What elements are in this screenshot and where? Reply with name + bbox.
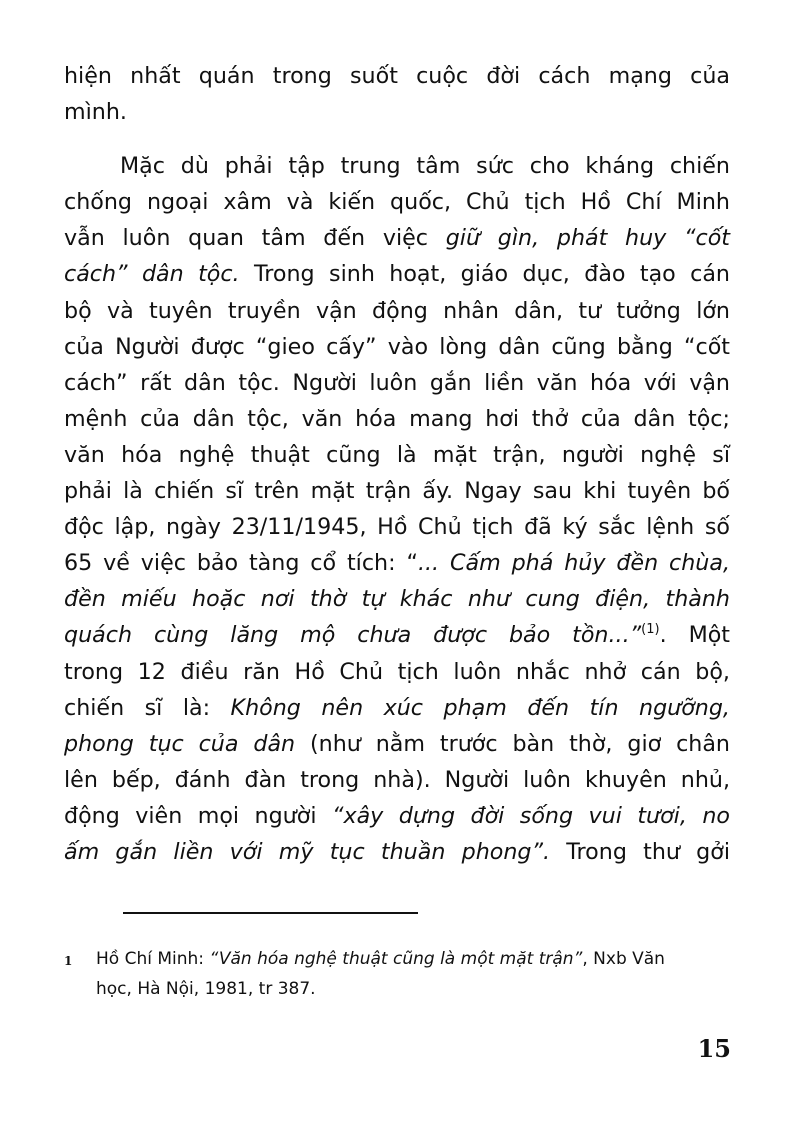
footnote-reference: (1) — [641, 622, 660, 638]
text-line: vẫn luôn quan tâm đến việc giữ gìn, phát huy “cốt — [64, 225, 730, 252]
text-line: chiến sĩ là: Không nên xúc phạm đến tín ngưỡng, — [64, 694, 730, 721]
footnote-marker: 1 — [64, 954, 73, 968]
text-line: ấm gắn liền với mỹ tục thuần phong”. Trong thư gởi — [64, 838, 730, 865]
text-line: mình. — [64, 99, 127, 126]
text-line: chống ngoại xâm và kiến quốc, Chủ tịch Hồ Chí Minh — [64, 189, 730, 216]
text-line: Mặc dù phải tập trung tâm sức cho kháng chiến — [120, 153, 730, 180]
footnote-line: Hồ Chí Minh: “Văn hóa nghệ thuật cũng là một mặt trận”, Nxb Văn — [96, 949, 665, 969]
text-line: mệnh của dân tộc, văn hóa mang hơi thở của dân tộc; — [64, 405, 730, 432]
footnote-line: học, Hà Nội, 1981, tr 387. — [96, 979, 316, 999]
footnote — [64, 944, 734, 1004]
text-line: 65 về việc bảo tàng cổ tích: “... Cấm phá hủy đền chùa, — [64, 550, 731, 577]
text-line: động viên mọi người “xây dựng đời sống vui tươi, no — [64, 802, 730, 829]
text-line: cách” rất dân tộc. Người luôn gắn liền văn hóa với vận — [64, 369, 730, 396]
text-line: độc lập, ngày 23/11/1945, Hồ Chủ tịch đã ký sắc lệnh số — [64, 514, 730, 541]
text-line: đền miếu hoặc nơi thờ tự khác như cung điện, thành — [64, 586, 730, 613]
text-line: hiện nhất quán trong suốt cuộc đời cách mạng của — [64, 63, 730, 89]
text-line: trong 12 điều răn Hồ Chủ tịch luôn nhắc nhở cán bộ, — [64, 658, 730, 685]
text-line: bộ và tuyên truyền vận động nhân dân, tư tưởng lớn — [64, 297, 730, 324]
text-line: phong tục của dân (như nằm trước bàn thờ, giơ chân — [64, 730, 730, 757]
text-line: của Người được “gieo cấy” vào lòng dân cũng bằng “cốt — [64, 333, 730, 360]
text-line: cách” dân tộc. Trong sinh hoạt, giáo dục, đào tạo cán — [64, 261, 730, 288]
text-line: văn hóa nghệ thuật cũng là mặt trận, người nghệ sĩ — [64, 441, 730, 468]
text-line: quách cùng lăng mộ chưa được bảo tồn...”$^{(1)}$. Một — [64, 622, 731, 649]
footnote-divider — [123, 912, 418, 914]
page-number: 15 — [697, 1034, 731, 1063]
text-line: lên bếp, đánh đàn trong nhà). Người luôn khuyên nhủ, — [64, 766, 730, 793]
body-text — [64, 58, 730, 870]
text-line: phải là chiến sĩ trên mặt trận ấy. Ngay sau khi tuyên bố — [64, 478, 730, 505]
